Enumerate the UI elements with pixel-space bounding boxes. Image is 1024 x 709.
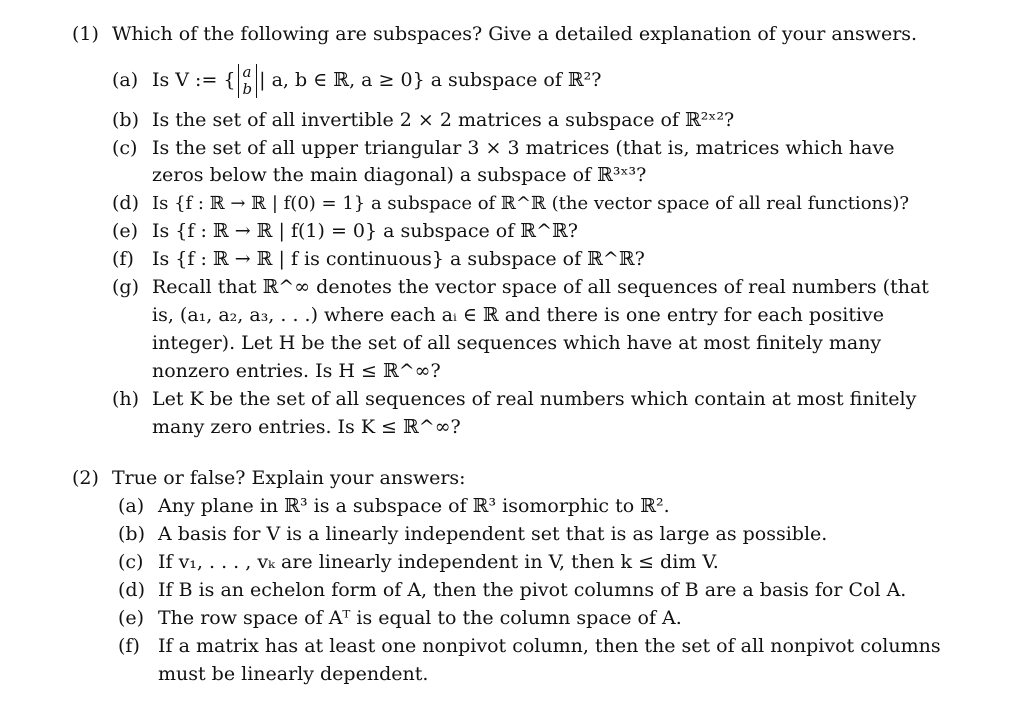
q1-item-a-before: Is V := { — [152, 69, 236, 91]
q1-item-b — [112, 108, 734, 132]
q2-item-c — [118, 550, 719, 574]
q2-item-a — [118, 494, 670, 518]
q1-prompt: Which of the following are subspaces? Give a detailed explanation of your answers. — [112, 23, 918, 45]
q1-item-g-text-2: is, (a₁, a₂, a₃, . . .) where each aᵢ ∈ ℝ and there is one entry for each positive — [152, 304, 885, 326]
q2-item-b-text: A basis for V is a linearly independent set that is as large as possible. — [158, 523, 828, 545]
q1-item-b-text: Is the set of all invertible 2 × 2 matrices a subspace of ℝ²ˣ²? — [152, 109, 735, 131]
q2-item-f-label: (f) — [118, 635, 140, 657]
q2-item-c-text: If v₁, . . . , vₖ are linearly independent in V, then k ≤ dim V. — [158, 551, 719, 573]
q1-item-f — [112, 247, 645, 271]
q1-item-g-cont-1 — [152, 303, 884, 327]
q1-item-d-label: (d) — [112, 192, 139, 214]
q2-item-f-text-2: must be linearly dependent. — [158, 663, 429, 685]
q1-item-c-text-2: zeros below the main diagonal) a subspace of ℝ³ˣ³? — [152, 164, 647, 186]
q1-item-h — [112, 387, 916, 411]
q2-label: (2) — [72, 467, 99, 489]
q2-item-f-text-1: If a matrix has at least one nonpivot column, then the set of all nonpivot columns — [158, 635, 941, 657]
q1-item-e-text: Is {f : ℝ → ℝ | f(1) = 0} a subspace of ℝ^ℝ? — [152, 220, 578, 242]
q2-item-d-text: If B is an echelon form of A, then the pivot columns of B are a basis for Col A. — [158, 579, 907, 601]
q2-item-a-text: Any plane in ℝ³ is a subspace of ℝ³ isomorphic to ℝ². — [158, 495, 670, 517]
q2-item-d — [118, 578, 906, 602]
q1-item-g-cont-2 — [152, 331, 881, 355]
q1-item-c-text-1: Is the set of all upper triangular 3 × 3 matrices (that is, matrices which have — [152, 137, 895, 159]
column-vector — [238, 64, 258, 98]
q1-item-g-label: (g) — [112, 276, 139, 298]
q1-item-e-label: (e) — [112, 220, 139, 242]
q1-item-h-label: (h) — [112, 388, 140, 410]
q1-item-a-label: (a) — [112, 69, 139, 91]
q2-item-e-text: The row space of Aᵀ is equal to the column space of A. — [158, 607, 682, 629]
q1-item-b-label: (b) — [112, 109, 139, 131]
vector-bottom-entry: b — [242, 80, 253, 98]
q1-item-h-cont — [152, 415, 461, 439]
q2-item-e-label: (e) — [118, 607, 145, 629]
q2-item-b — [118, 522, 827, 546]
q1-item-d-text: Is {f : ℝ → ℝ | f(0) = 1} a subspace of ℝ^ℝ (the vector space of all real functions)? — [152, 193, 910, 214]
q2-item-f — [118, 634, 941, 658]
q2-prompt: True or false? Explain your answers: — [112, 467, 466, 489]
q1-item-a-after: | a, b ∈ ℝ, a ≥ 0} a subspace of ℝ²? — [259, 69, 602, 91]
q1-item-h-text-2: many zero entries. Is K ≤ ℝ^∞? — [152, 416, 461, 438]
q2-item-f-cont — [158, 662, 428, 686]
q1-item-f-text: Is {f : ℝ → ℝ | f is continuous} a subspace of ℝ^ℝ? — [152, 248, 645, 270]
q1-item-a — [112, 64, 601, 98]
q2-item-a-label: (a) — [118, 495, 145, 517]
q1-item-h-text-1: Let K be the set of all sequences of real numbers which contain at most finitely — [152, 388, 917, 410]
q1-item-g-cont-3 — [152, 359, 441, 383]
q1-item-f-label: (f) — [112, 248, 134, 270]
q2-item-e — [118, 606, 682, 630]
q1-item-d — [112, 191, 909, 216]
vector-top-entry: a — [242, 63, 252, 81]
q2-item-b-label: (b) — [118, 523, 145, 545]
q1-item-c-label: (c) — [112, 137, 138, 159]
q1-label: (1) — [72, 23, 99, 45]
q1-item-g-text-1: Recall that ℝ^∞ denotes the vector space of all sequences of real numbers (that — [152, 276, 929, 298]
q1-item-e — [112, 219, 578, 243]
q2-item-c-label: (c) — [118, 551, 144, 573]
q2-heading — [72, 466, 466, 490]
q1-item-g-text-3: integer). Let H be the set of all sequences which have at most finitely many — [152, 332, 882, 354]
q1-item-g — [112, 275, 929, 299]
q1-item-c-cont — [152, 163, 646, 187]
q1-item-g-text-4: nonzero entries. Is H ≤ ℝ^∞? — [152, 360, 441, 382]
q1-item-c — [112, 136, 894, 160]
q1-heading — [72, 22, 917, 46]
q2-item-d-label: (d) — [118, 579, 145, 601]
